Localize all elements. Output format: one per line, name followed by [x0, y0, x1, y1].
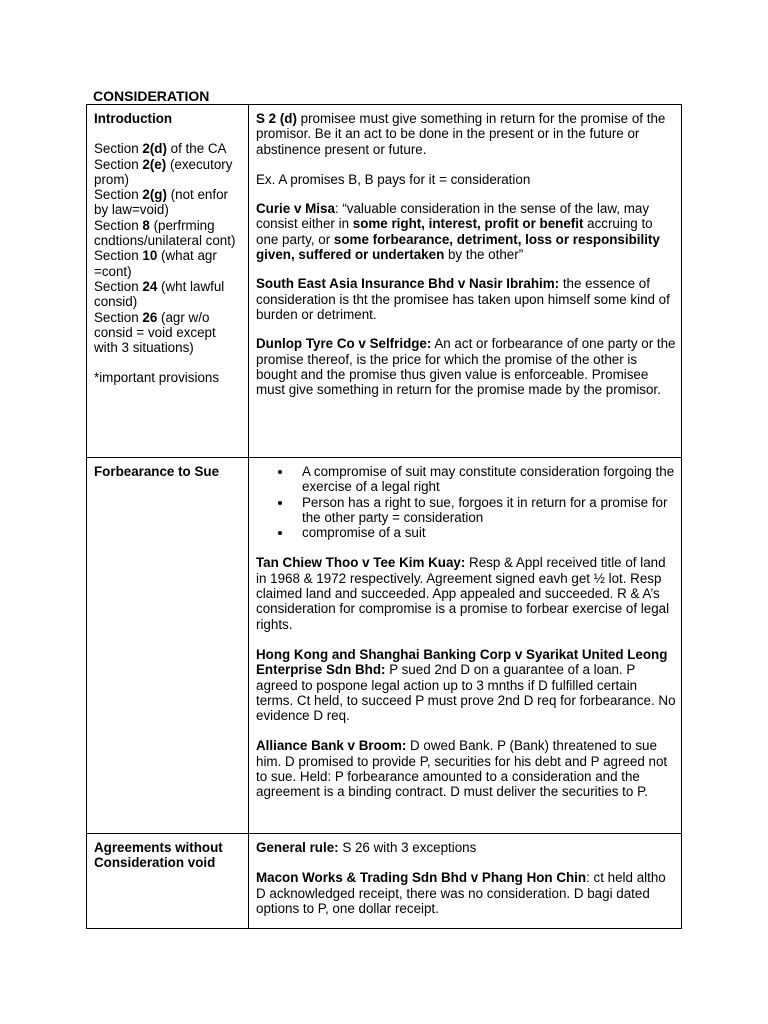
case-paragraph: Hong Kong and Shanghai Banking Corp v Syarikat United Leong Enterprise Sdn Bhd: P sued 2nd D on a guarantee of a loan. P agreed to pospone legal action up to 3 mnths if D fulfilled certain terms. Ct held, to succeed P must prove 2nd D req for forbearance. No evidence D req. [256, 646, 676, 724]
row-heading-cell [87, 458, 249, 834]
list-item: Section 10 (what agr =cont) [94, 248, 217, 279]
row-content-cell [249, 834, 682, 929]
list-item: Section 2(e) (executory prom) [94, 156, 233, 187]
paragraph: S 2 (d) promisee must give something in return for the promise of the promisor. Be it an act to be done in the present or in the future or abstinence present or future. [256, 111, 666, 157]
paragraph: General rule: S 26 with 3 exceptions [256, 840, 477, 855]
case-paragraph: Macon Works & Trading Sdn Bhd v Phang Hon Chin: ct held altho D acknowledged receipt, there was no consideration. D bagi dated options to P, one dollar receipt. [256, 870, 666, 916]
case-paragraph: South East Asia Insurance Bhd v Nasir Ibrahim: the essence of consideration is tht the promisee has taken upon himself some kind of burden or detriment. [256, 276, 670, 322]
list-item: Section 26 (agr w/o consid = void except with 3 situations) [94, 309, 216, 356]
list-item: Section 8 (perfrming cndtions/unilateral cont) [94, 217, 236, 249]
case-paragraph: Alliance Bank v Broom: D owed Bank. P (Bank) threatened to sue him. D promised to provide P, securities for his debt and P agreed not to sue. Held: P forbearance amounted to a consideration and the agreement is a binding contract. D must deliver the securities to P. [256, 738, 668, 800]
row-heading-cell [87, 834, 249, 929]
table-row [87, 105, 682, 458]
row-heading: Introduction [94, 111, 173, 126]
document-title: CONSIDERATION [93, 88, 210, 104]
case-paragraph: Tan Chiew Thoo v Tee Kim Kuay: Resp & Appl received title of land in 1968 & 1972 respectively. Agreement signed eavh get ½ lot. Resp claimed land and succeeded. App appealed and succeeded. R & A’s consideration for compromise is a promise to forbear exercise of legal rights. [256, 555, 670, 632]
row-heading: Forbearance to Sue [94, 464, 220, 479]
notes-table [86, 104, 682, 929]
case-paragraph: Dunlop Tyre Co v Selfridge: An act or forbearance of one party or the promise thereof, is the price for which the promise of the other is bought and the promise thus given value is enforceable. Promisee must give something in return for the promise made by the promisor. [256, 336, 676, 398]
row-content-cell [249, 105, 682, 458]
list-item: Section 24 (wht lawful consid) [94, 278, 225, 310]
list-item: Person has a right to sue, forgoes it in return for a promise for the other party = consideration [274, 495, 676, 526]
list-item: compromise of a suit [274, 525, 676, 540]
section-list [94, 141, 243, 355]
row-content-cell [249, 458, 682, 834]
paragraph: Ex. A promises B, B pays for it = consideration [256, 171, 531, 187]
table-row [87, 834, 682, 929]
list-item: Section 2(g) (not enfor by law=void) [94, 187, 228, 218]
list-item: A compromise of suit may constitute consideration forgoing the exercise of a legal right [274, 464, 676, 495]
list-item: Section 2(d) of the CA [94, 141, 227, 157]
row-heading: Agreements without Consideration void [94, 840, 223, 871]
row-heading-cell [87, 105, 249, 458]
bullet-list [274, 464, 676, 540]
case-paragraph: Curie v Misa: “valuable consideration in the sense of the law, may consist either in some right, interest, profit or benefit accruing to one party, or some forbearance, detriment, loss or responsibility given, suffered or undertaken by the other” [256, 201, 660, 263]
important-note: *important provisions [94, 370, 220, 386]
table-row [87, 458, 682, 834]
